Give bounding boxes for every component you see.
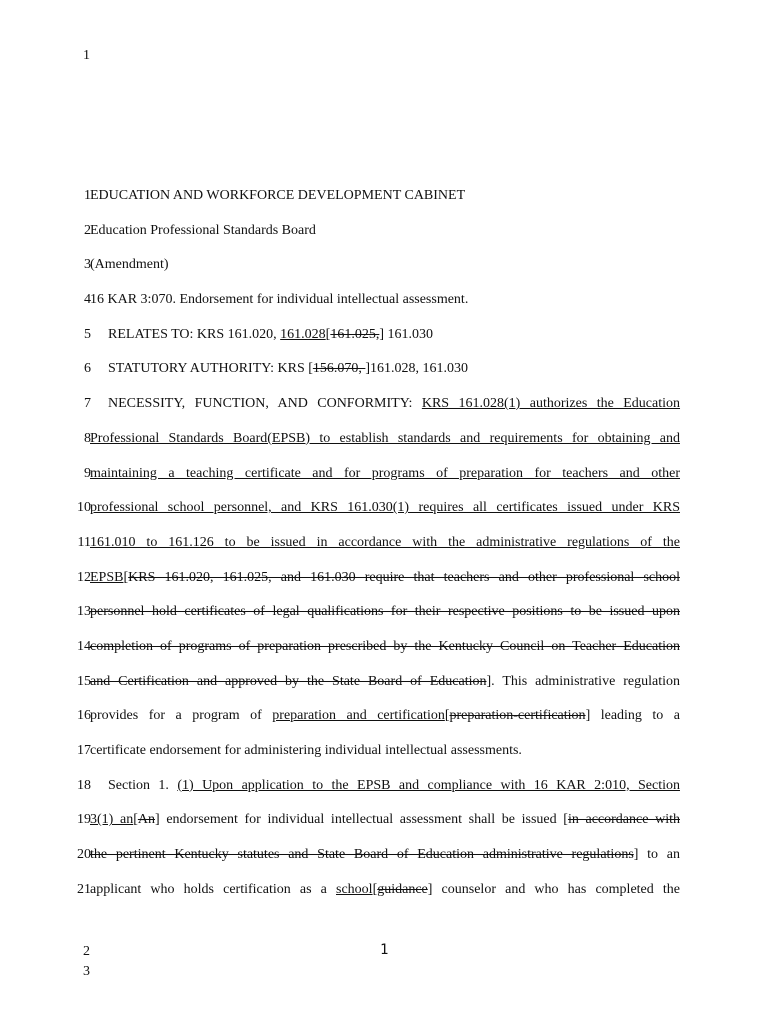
line-text	[90, 325, 680, 345]
deleted-text: in accordance with	[567, 812, 680, 828]
line-text	[90, 429, 680, 449]
text-run: NECESSITY, FUNCTION, AND CONFORMITY:	[108, 396, 422, 412]
document-line	[75, 255, 680, 290]
line-text	[90, 394, 680, 414]
document-line	[75, 672, 680, 707]
line-number: 18	[77, 777, 91, 793]
text-run: Section 1.	[108, 777, 178, 793]
line-text	[90, 255, 680, 275]
line-text	[90, 810, 680, 830]
line-number: 20	[77, 847, 91, 863]
line-text	[90, 845, 680, 865]
text-run: ]. This administrative regulation	[486, 673, 680, 689]
footer-line-3: 3	[83, 964, 90, 979]
line-text	[90, 290, 680, 310]
line-number: 3	[84, 257, 91, 273]
inserted-text: 161.028	[280, 326, 326, 342]
line-number: 19	[77, 812, 91, 828]
line-number: 17	[77, 743, 91, 758]
document-line	[75, 637, 680, 672]
deleted-text: and Certification and approved by the State Board of Education	[90, 673, 487, 689]
inserted-text: 3(1) an	[90, 812, 134, 828]
text-run: [	[133, 812, 138, 828]
line-number: 21	[77, 881, 91, 897]
document-body	[75, 186, 680, 914]
line-text	[90, 741, 680, 761]
line-text	[90, 186, 680, 206]
text-run: [	[372, 881, 378, 897]
text-run: [	[444, 708, 450, 724]
deleted-text: 156.070,	[312, 361, 366, 377]
text-run: (Amendment)	[90, 257, 169, 273]
deleted-text: guidance	[377, 881, 428, 897]
top-line-number: 1	[83, 48, 90, 63]
line-number: 1	[84, 188, 91, 203]
document-line	[75, 568, 680, 603]
deleted-text: the pertinent Kentucky statutes and State Board of Education administrative regulations	[90, 847, 634, 863]
document-line	[75, 776, 680, 811]
document-line	[75, 810, 680, 845]
line-number: 5	[84, 326, 91, 342]
document-line	[75, 464, 680, 499]
line-number: 9	[84, 465, 91, 481]
text-run: applicant who holds certification as a	[90, 881, 336, 897]
document-line	[75, 498, 680, 533]
line-text	[90, 602, 680, 622]
text-run: ] to an	[633, 847, 680, 863]
line-number: 8	[84, 430, 91, 446]
line-text	[90, 221, 680, 241]
text-run: ] 161.030	[379, 326, 434, 342]
line-text	[90, 880, 680, 900]
line-number: 13	[77, 604, 91, 620]
line-number: 2	[84, 222, 91, 238]
document-line	[75, 602, 680, 637]
document-line	[75, 845, 680, 880]
line-number: 12	[77, 569, 91, 585]
footer-line-2: 2	[83, 944, 90, 959]
text-run: ] endorsement for individual intellectual assessment shall be issued [	[155, 812, 568, 828]
text-run: Education Professional Standards Board	[90, 222, 316, 238]
inserted-text: professional school personnel, and KRS 161.030(1) requires all certificates issued under KRS	[90, 500, 680, 516]
inserted-text: 161.010 to 161.126 to be issued in accordance with the administrative regulations of the	[90, 534, 680, 550]
document-line	[75, 533, 680, 568]
line-number: 11	[77, 534, 91, 550]
text-run: [	[325, 326, 331, 342]
line-number: 16	[77, 708, 91, 724]
deleted-text: personnel hold certificates of legal qualifications for their respective positions to be issued upon	[90, 604, 680, 620]
text-run: RELATES TO: KRS 161.020,	[108, 326, 281, 342]
document-line	[75, 221, 680, 256]
document-line	[75, 429, 680, 464]
line-number: 10	[77, 500, 91, 516]
line-text	[90, 776, 680, 796]
document-line	[75, 290, 680, 325]
line-number: 4	[84, 292, 91, 308]
text-run: certificate endorsement for administering individual intellectual assessments.	[90, 743, 522, 758]
inserted-text: school	[336, 881, 373, 897]
inserted-text: EPSB	[90, 569, 124, 585]
line-text	[90, 464, 680, 484]
footer-line-numbers	[83, 942, 90, 982]
inserted-text: Professional Standards Board(EPSB) to establish standards and requirements for obtaining and	[90, 430, 680, 446]
document-line	[75, 186, 680, 221]
line-number: 14	[77, 638, 91, 654]
line-text	[90, 533, 680, 553]
line-text	[90, 706, 680, 726]
document-line	[75, 706, 680, 741]
deleted-text: preparation-certification	[449, 708, 586, 724]
line-number: 7	[84, 396, 91, 412]
text-run: ] leading to a	[585, 708, 680, 724]
inserted-text: preparation and certification	[272, 708, 445, 724]
deleted-text: KRS 161.020, 161.025, and 161.030 require that teachers and other professional school	[128, 569, 680, 585]
line-text	[90, 672, 680, 692]
text-run: provides for a program of	[90, 708, 273, 724]
document-line	[75, 741, 680, 776]
document-line	[75, 880, 680, 915]
line-text	[90, 568, 680, 588]
text-run: [	[123, 569, 129, 585]
line-text	[90, 498, 680, 518]
page-number: 1	[380, 942, 389, 958]
line-number: 15	[77, 673, 91, 689]
document-line	[75, 325, 680, 360]
deleted-text: 161.025,	[330, 326, 380, 342]
line-number: 6	[84, 361, 91, 377]
deleted-text: completion of programs of preparation prescribed by the Kentucky Council on Teacher Education	[90, 638, 680, 654]
text-run: ]161.028, 161.030	[365, 361, 469, 377]
text-run: ] counselor and who has completed the	[427, 881, 680, 897]
document-line	[75, 359, 680, 394]
inserted-text: KRS 161.028(1) authorizes the Education	[421, 396, 681, 412]
document-line	[75, 394, 680, 429]
inserted-text: maintaining a teaching certificate and for programs of preparation for teachers and other	[90, 465, 680, 481]
text-run: 16 KAR 3:070. Endorsement for individual intellectual assessment.	[90, 292, 469, 308]
line-text	[90, 359, 680, 379]
text-run: EDUCATION AND WORKFORCE DEVELOPMENT CABINET	[90, 188, 466, 203]
text-run: STATUTORY AUTHORITY: KRS [	[108, 361, 313, 377]
inserted-text: (1) Upon application to the EPSB and compliance with 16 KAR 2:010, Section	[177, 777, 680, 793]
line-text	[90, 637, 680, 657]
deleted-text: An	[137, 812, 155, 828]
